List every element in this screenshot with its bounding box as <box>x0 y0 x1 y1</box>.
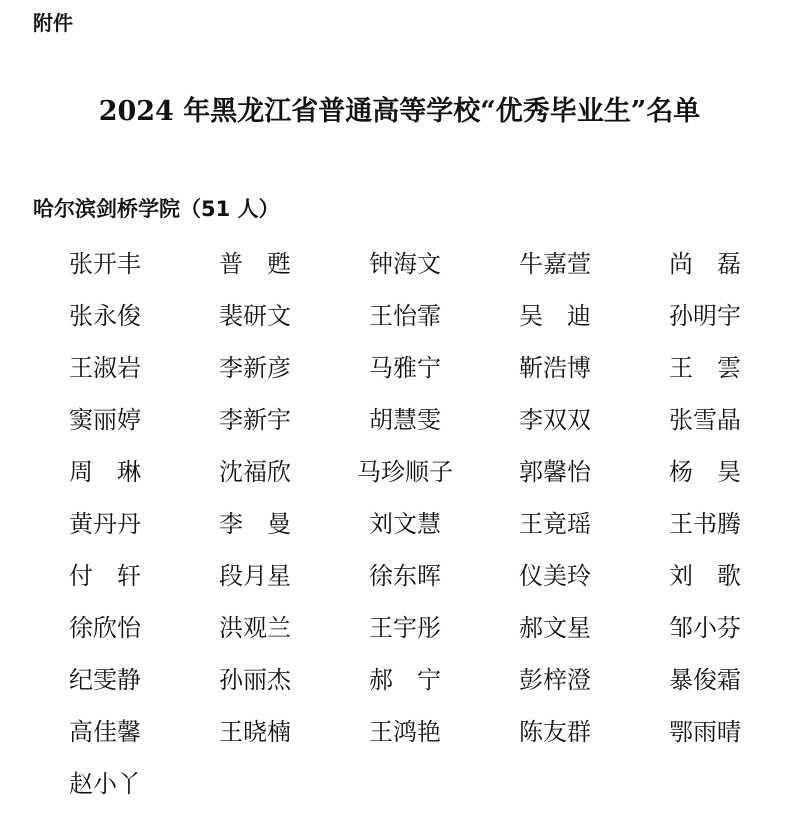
name-item: 李双双 <box>519 406 591 434</box>
name-item: 郝文星 <box>519 614 591 642</box>
name-item: 刘 歌 <box>669 562 741 590</box>
name-item: 杨 昊 <box>669 458 741 486</box>
name-item: 窦丽婷 <box>69 406 141 434</box>
name-item: 王晓楠 <box>219 718 291 746</box>
name-item: 靳浩博 <box>519 354 591 382</box>
name-item: 钟海文 <box>369 250 441 278</box>
name-item: 刘文慧 <box>369 510 441 538</box>
name-item: 徐东晖 <box>369 562 441 590</box>
name-item: 周 琳 <box>69 458 141 486</box>
name-item: 暴俊霜 <box>669 666 741 694</box>
name-item: 牛嘉萱 <box>519 250 591 278</box>
name-item: 王 雲 <box>669 354 741 382</box>
name-item: 张雪晶 <box>669 406 741 434</box>
name-item: 马珍顺子 <box>357 458 453 486</box>
name-item: 普 甦 <box>219 250 291 278</box>
name-item: 王宇彤 <box>369 614 441 642</box>
name-item: 洪观兰 <box>219 614 291 642</box>
name-item: 王鸿艳 <box>369 718 441 746</box>
name-item: 吴 迪 <box>519 302 591 330</box>
name-item: 张开丰 <box>69 250 141 278</box>
name-item: 陈友群 <box>519 718 591 746</box>
name-item: 张永俊 <box>69 302 141 330</box>
name-item: 郭馨怡 <box>519 458 591 486</box>
name-item: 王竟瑶 <box>519 510 591 538</box>
name-item: 纪雯静 <box>69 666 141 694</box>
name-item: 胡慧雯 <box>369 406 441 434</box>
name-item: 王怡霏 <box>369 302 441 330</box>
name-item: 孙丽杰 <box>219 666 291 694</box>
name-item: 邹小芬 <box>669 614 741 642</box>
name-item: 王淑岩 <box>69 354 141 382</box>
name-item: 孙明宇 <box>669 302 741 330</box>
name-item: 沈福欣 <box>219 458 291 486</box>
name-item: 付 轩 <box>69 562 141 590</box>
name-item: 赵小丫 <box>69 770 141 798</box>
name-item: 徐欣怡 <box>69 614 141 642</box>
name-item: 马雅宁 <box>369 354 441 382</box>
section-heading: 哈尔滨剑桥学院（51 人） <box>33 197 280 221</box>
name-item: 彭梓澄 <box>519 666 591 694</box>
name-item: 李 曼 <box>219 510 291 538</box>
name-item: 王书腾 <box>669 510 741 538</box>
name-item: 仪美玲 <box>519 562 591 590</box>
document-title: 2024 年黑龙江省普通高等学校“优秀毕业生”名单 <box>98 96 701 127</box>
name-item: 郝 宁 <box>369 666 441 694</box>
name-item: 李新宇 <box>219 406 291 434</box>
name-item: 李新彦 <box>219 354 291 382</box>
name-item: 黄丹丹 <box>69 510 141 538</box>
name-item: 段月星 <box>219 562 291 590</box>
name-item: 高佳馨 <box>69 718 141 746</box>
attachment-label: 附件 <box>33 11 73 35</box>
name-item: 鄂雨晴 <box>669 718 741 746</box>
name-item: 裴研文 <box>219 302 291 330</box>
name-item: 尚 磊 <box>669 250 741 278</box>
